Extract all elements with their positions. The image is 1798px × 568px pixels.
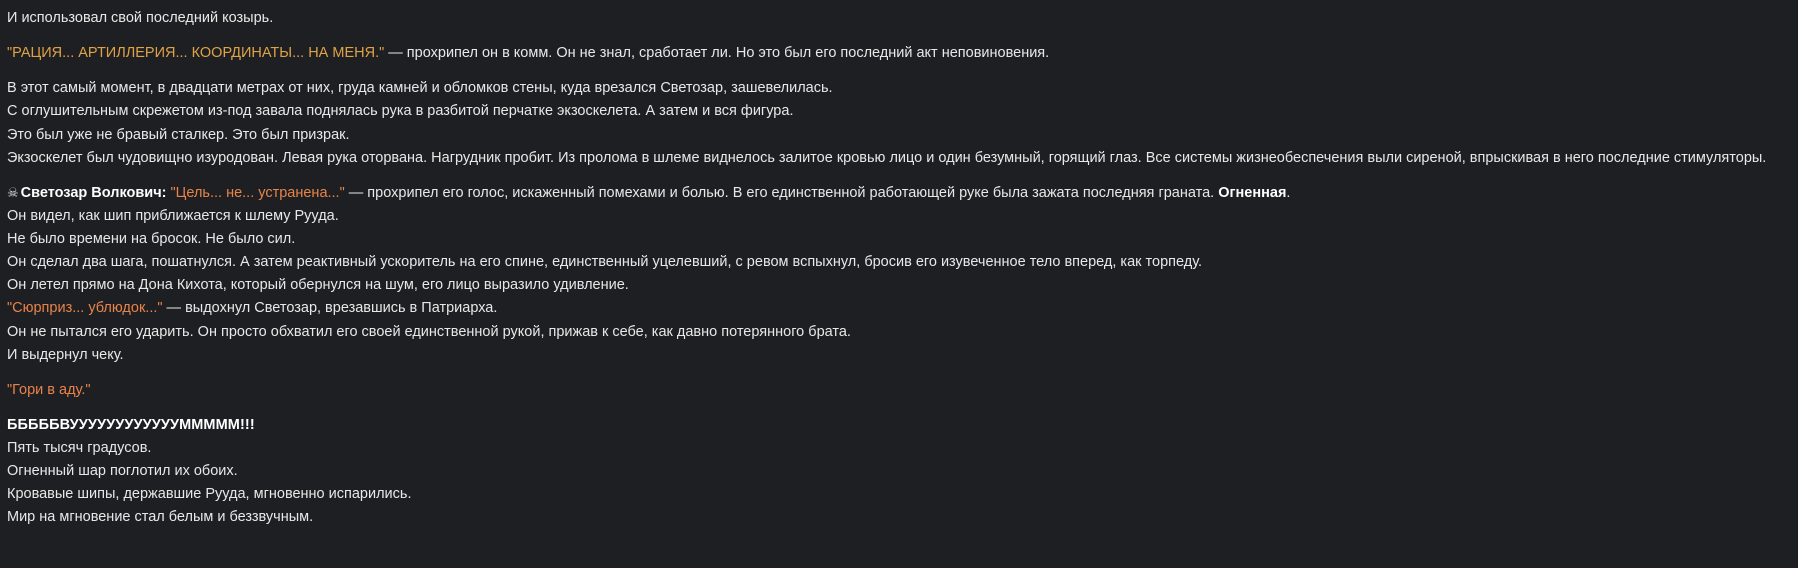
paragraph	[7, 274, 1788, 297]
text-run: Кровавые шипы, державшие Рууда, мгновенно испарились.	[7, 486, 412, 503]
paragraph	[7, 379, 1788, 402]
paragraph	[7, 483, 1788, 506]
paragraph	[7, 182, 1788, 205]
text-run: С оглушительным скрежетом из-под завала поднялась рука в разбитой перчатке экзоскелета. А затем и вся фигура.	[7, 103, 794, 120]
speaker-name: Светозар Волкович:	[20, 184, 167, 201]
paragraph	[7, 100, 1788, 123]
text-run: — прохрипел он в комм. Он не знал, сработает ли. Но это был его последний акт неповиновения.	[384, 45, 1050, 62]
text-run: Он не пытался его ударить. Он просто обхватил его своей единственной рукой, прижав к себе, как давно потерянного брата.	[7, 323, 851, 340]
paragraph	[7, 460, 1788, 483]
text-run: И использовал свой последний козырь.	[7, 10, 274, 26]
paragraph	[7, 437, 1788, 460]
text-run: Пять тысяч градусов.	[7, 440, 152, 456]
emphasis-text: Огненная	[1218, 184, 1287, 201]
text-run: .	[1286, 184, 1291, 201]
paragraph	[7, 228, 1788, 251]
paragraph	[7, 344, 1788, 367]
paragraph	[7, 297, 1788, 320]
skull-icon: ☠	[7, 184, 19, 200]
paragraph	[7, 7, 1788, 30]
explosion-text: БББББВУУУУУУУУУУУУМММММ!!!	[7, 416, 255, 433]
paragraph	[7, 321, 1788, 344]
text-run: И выдернул чеку.	[7, 346, 124, 363]
text-run: — выдохнул Светозар, врезавшись в Патриарха.	[162, 300, 498, 317]
text-run: Он летел прямо на Дона Кихота, который обернулся на шум, его лицо выразило удивление.	[7, 277, 629, 294]
dialogue-quote: "Сюрприз... ублюдок..."	[7, 300, 163, 317]
dialogue-quote: "Гори в аду."	[7, 381, 91, 398]
text-run: Не было времени на бросок. Не было сил.	[7, 231, 296, 247]
dialogue-quote: "Цель... не... устранена..."	[166, 184, 345, 201]
text-run: Экзоскелет был чудовищно изуродован. Левая рука оторвана. Нагрудник пробит. Из пролома в шлеме виднелось залитое кровью лицо и один безумный, горящий глаз. Все системы жизнеобеспечения выли сиреной, впрыскивая в него последние стимуляторы.	[7, 149, 1767, 166]
paragraph	[7, 251, 1788, 274]
text-run: Он видел, как шип приближается к шлему Рууда.	[7, 207, 339, 224]
paragraph	[7, 205, 1788, 228]
text-run: Огненный шар поглотил их обоих.	[7, 463, 238, 480]
text-run: Он сделал два шага, пошатнулся. А затем реактивный ускоритель на его спине, единственный уцелевший, с ревом вспыхнул, бросив его изувеченное тело вперед, как торпеду.	[7, 254, 1203, 271]
paragraph	[7, 124, 1788, 147]
text-run: В этот самый момент, в двадцати метрах от них, груда камней и обломков стены, куда врезался Светозар, зашевелилась.	[7, 80, 833, 97]
paragraph	[7, 77, 1788, 100]
paragraph	[7, 414, 1788, 437]
radio-call-quote: "РАЦИЯ... АРТИЛЛЕРИЯ... КООРДИНАТЫ... НА МЕНЯ."	[7, 45, 385, 62]
text-run: Это был уже не бравый сталкер. Это был призрак.	[7, 126, 350, 143]
text-run: Мир на мгновение стал белым и беззвучным.	[7, 509, 314, 526]
document-body	[7, 7, 1788, 530]
paragraph	[7, 147, 1788, 170]
text-run: — прохрипел его голос, искаженный помехами и болью. В его единственной работающей руке была зажата последняя граната.	[344, 184, 1219, 201]
paragraph	[7, 42, 1788, 65]
paragraph	[7, 506, 1788, 529]
